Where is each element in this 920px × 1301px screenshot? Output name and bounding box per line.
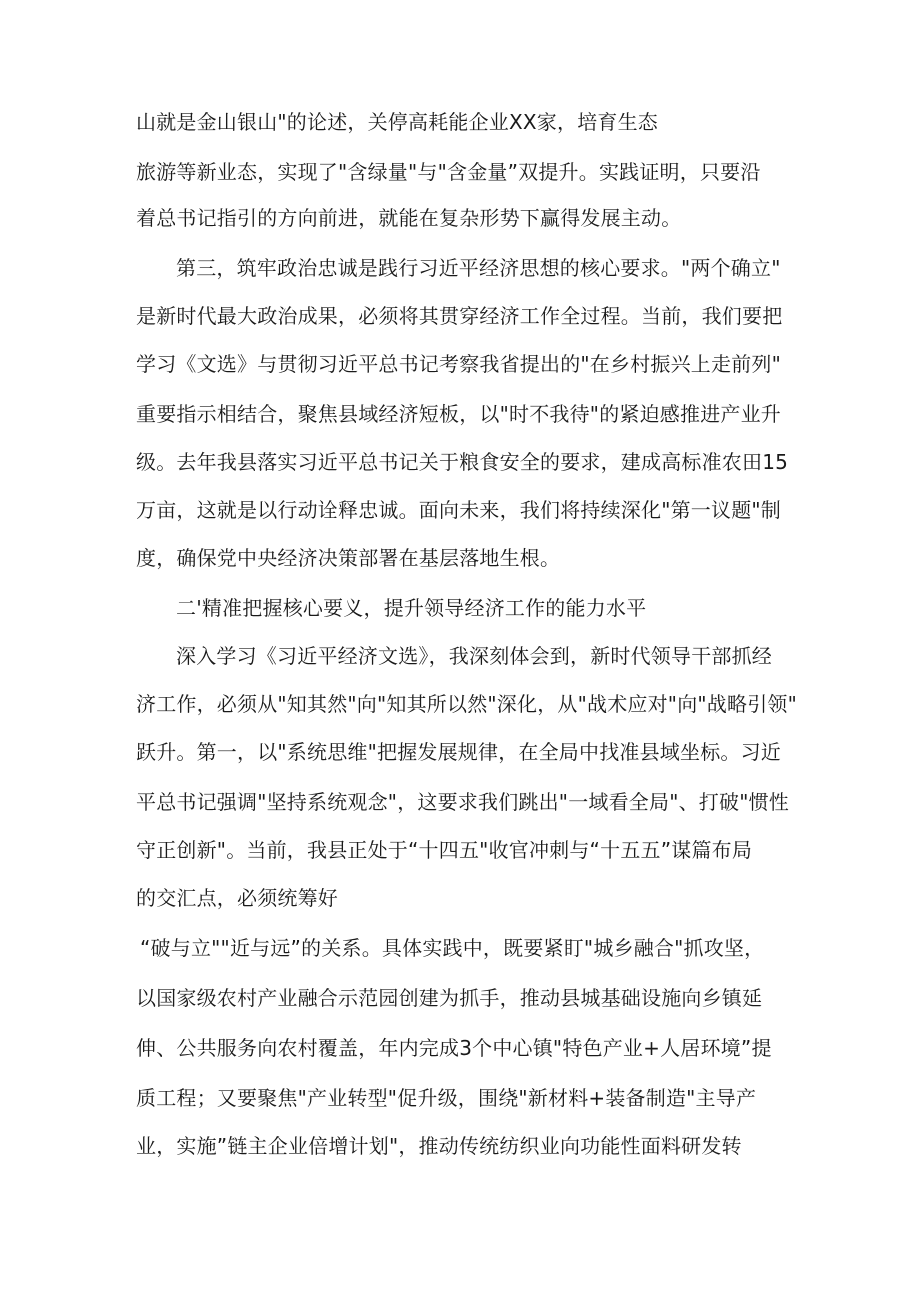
text-line: 度，确保党中央经济决策部署在基层落地生根。 [136, 546, 561, 570]
text-line: 级。去年我县落实习近平总书记关于粮食安全的要求，建成高标准农田15 [136, 450, 789, 474]
text-line: 万亩，这就是以行动诠释忠诚。面向未来，我们将持续深化"第一议题"制 [136, 498, 781, 522]
text-line: 重要指示相结合，聚焦县域经济短板，以"时不我待"的紧迫感推进产业升 [136, 402, 781, 426]
text-line: 山就是金山银山"的论述，关停高耗能企业XX家，培育生态 [136, 110, 659, 134]
text-line: 深入学习《习近平经济文选》，我深刻体会到，新时代领导干部抓经 [176, 644, 772, 668]
text-line: 平总书记强调"坚持系统观念"，这要求我们跳出"一域看全局"、打破"惯性 [136, 790, 789, 814]
text-line: 以国家级农村产业融合示范园创建为抓手，推动县城基础设施向乡镇延 [136, 986, 763, 1010]
text-line: 业，实施”链主企业倍增计划"，推动传统纺织业向功能性面料研发转 [136, 1134, 742, 1158]
text-line: 第三，筑牢政治忠诚是践行习近平经济思想的核心要求。"两个确立" [176, 256, 781, 280]
text-line: 学习《文选》与贯彻习近平总书记考察我省提出的"在乡村振兴上走前列" [136, 352, 781, 376]
text-line: “破与立""近与远”的关系。具体实践中，既要紧盯"城乡融合"抓攻坚， [140, 936, 765, 960]
text-line: 伸、公共服务向农村覆盖，年内完成3个中心镇"特色产业+人居环境”提 [136, 1036, 772, 1060]
text-line: 守正创新"。当前，我县正处于“十四五"收官冲刺与“十五五”谋篇布局 [136, 838, 753, 862]
text-line: 质工程；又要聚焦"产业转型"促升级，围绕"新材料+装备制造"主导产 [136, 1086, 757, 1110]
text-line: 旅游等新业态，实现了"含绿量"与"含金量”双提升。实践证明，只要沿 [136, 160, 761, 184]
text-line: 是新时代最大政治成果，必须将其贯穿经济工作全过程。当前，我们要把 [136, 304, 783, 328]
section-heading: 二'精准把握核心要义，提升领导经济工作的能力水平 [176, 596, 647, 620]
text-line: 的交汇点，必须统筹好 [136, 886, 338, 910]
text-line: 济工作，必须从"知其然"向"知其所以然"深化，从"战术应对"向"战略引领" [136, 692, 797, 716]
text-line: 跃升。第一，以"系统思维"把握发展规律，在全局中找准县域坐标。习近 [136, 740, 781, 764]
text-line: 着总书记指引的方向前进，就能在复杂形势下赢得发展主动。 [136, 206, 682, 230]
